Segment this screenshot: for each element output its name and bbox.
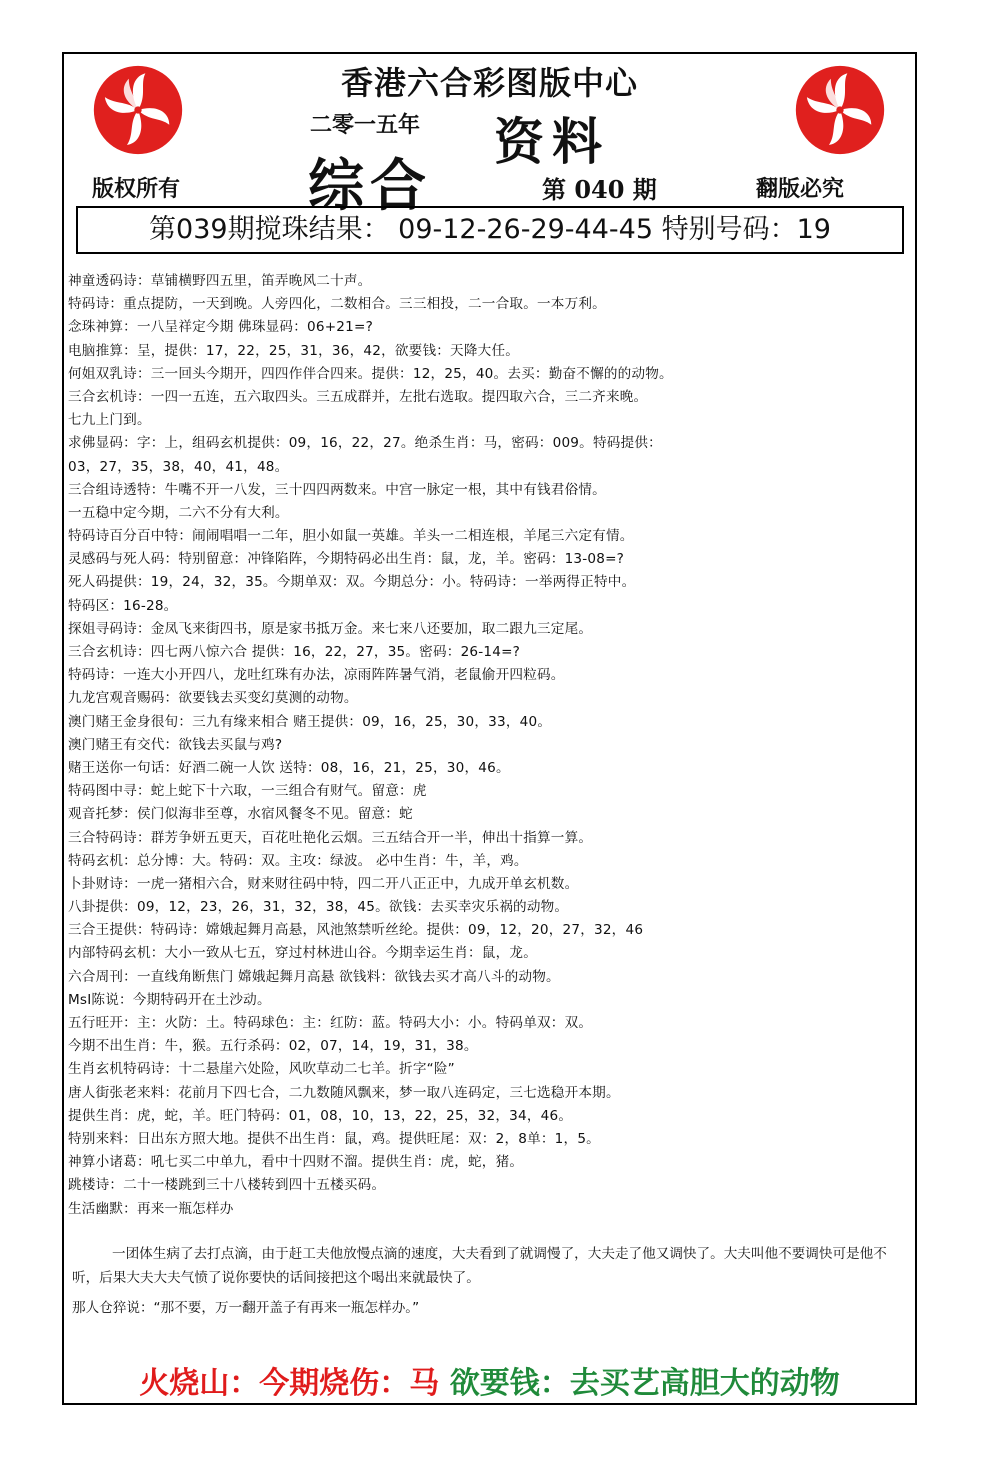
content-line: 特码诗百分百中特：闹闹唱唱一二年，胆小如鼠一英雄。羊头一二相连根，羊尾三六定有情。 (68, 528, 634, 545)
content-line: 三合特码诗：群芳争妍五更天，百花吐艳化云烟。三五结合开一半，伸出十指算一算。 (68, 829, 593, 846)
copyright-label: 版权所有 (92, 176, 181, 202)
poster-frame (62, 52, 917, 1405)
story-paragraph: 一团体生病了去打点滴，由于赶工夫他放慢点滴的速度，大夫看到了就调慢了，大夫走了他又调快了。大夫叫他不要调快可是他不听，后果大夫大夫气愤了说你要快的话间接把这个喝出来就最快了。 (72, 1246, 887, 1286)
content-line: 唐人街张老来料：花前月下四七合，二九数随风飘来，梦一取八连码定，三七选稳开本期。 (68, 1084, 620, 1101)
content-line: 特码区：16-28。 (68, 597, 178, 614)
content-lines (68, 270, 914, 1221)
page-title: 香港六合彩图版中心 (340, 64, 638, 102)
content-line: 死人码提供：19，24，32，35。今期单双：双。今期总分：小。特码诗：一举两得正特中。 (68, 574, 636, 591)
content-line: 六合周刊：一直线角断焦门 嫦娥起舞月高悬 欲钱料：欲钱去买才高八斗的动物。 (68, 968, 560, 985)
content-line: 三合王提供：特码诗：嫦娥起舞月高悬，风池煞禁听丝纶。提供：09，12，20，27，32，46 (68, 922, 644, 939)
content-line: 生肖玄机特码诗：十二悬崖六处险，风吹草动二七羊。折字“险” (68, 1061, 455, 1078)
footer-banner (64, 1358, 915, 1402)
content-line: 澳门赌王有交代：欲钱去买鼠与鸡? (68, 736, 283, 753)
content-line: 灵感码与死人码：特别留意：冲锋陷阵，今期特码必出生肖：鼠，龙，羊。密码：13-08=? (68, 551, 625, 568)
content-line: 跳楼诗：二十一楼跳到三十八楼转到四十五楼买码。 (68, 1177, 386, 1194)
content-line: 观音托梦：侯门似海非至尊，水宿风餐冬不见。留意：蛇 (68, 806, 413, 823)
content-line: 七九上门到。 (68, 412, 151, 429)
content-line: 生活幽默：再来一瓶怎样办 (68, 1200, 234, 1217)
title-big-zonghe: 综合 (308, 153, 432, 219)
content-line: 特码诗：一连大小开四八，龙吐红珠有办法，凉雨阵阵暑气消，老鼠偷开四粒码。 (68, 667, 565, 684)
content-line: 内部特码玄机：大小一致从七五，穿过村林进山谷。今期幸运生肖：鼠，龙。 (68, 945, 537, 962)
content-line: 提供生肖：虎，蛇，羊。旺门特码：01，08，10，13，22，25，32，34，46。 (68, 1107, 573, 1124)
content-line: 特码图中寻：蛇上蛇下十六取，一三组合有财气。留意：虎 (68, 783, 427, 800)
content-line: 念珠神算：一八呈祥定今期 佛珠显码：06+21=? (68, 319, 374, 336)
content-line: 澳门赌王金身很旬：三九有缘来相合 赌王提供：09，16，25，30，33，40。 (68, 713, 552, 730)
content-line: 卜卦财诗：一虎一猪相六合，财来财往码中特，四二开八正正中，九成开单玄机数。 (68, 875, 579, 892)
content-line: MsI陈说：今期特码开在土沙动。 (68, 991, 271, 1008)
content-line: 特码诗：重点提防，一天到晚。人旁四化，二数相合。三三相投，二一合取。一本万利。 (68, 296, 606, 313)
content-line: 三合玄机诗：一四一五连，五六取四头。三五成群并，左批右选取。提四取六合，三二齐来晚。 (68, 388, 648, 405)
content-line: 何姐双乳诗：三一回头今期开，四四作伴合四来。提供：12，25，40。去买：勤奋不懈的的动物。 (68, 365, 673, 382)
content-line: 特别来料：日出东方照大地。提供不出生肖：鼠，鸡。提供旺尾：双：2，8单：1，5。 (68, 1130, 600, 1147)
content-line: 五行旺开：主：火防：土。特码球色：主：红防：蓝。特码大小：小。特码单双：双。 (68, 1015, 593, 1031)
no-reprint-label: 翻版必究 (756, 176, 845, 202)
footer-green-text: 欲要钱：去买艺高胆大的动物 (449, 1366, 840, 1401)
content-line: 神童透码诗：草铺横野四五里，笛弄晚风二十声。 (68, 273, 372, 289)
content-line: 03，27，35，38，40，41，48。 (68, 458, 289, 475)
title-year: 二零一五年 (310, 112, 421, 138)
content-line: 电脑推算：呈，提供：17，22，25，31，36，42，欲要钱：天降大任。 (68, 342, 520, 359)
content-line: 赌王送你一句话：好酒二碗一人饮 送特：08，16，21，25，30，46。 (68, 759, 510, 776)
footer-red-text: 火烧山：今期烧伤：马 (139, 1366, 440, 1401)
content-line: 神算小诸葛：吼七买二中单九，看中十四财不溜。提供生肖：虎，蛇，猪。 (68, 1154, 524, 1171)
draw-result-box: 第039期搅珠结果： 09-12-26-29-44-45 特别号码：19 (76, 206, 904, 254)
content-line: 今期不出生肖：牛，猴。五行杀码：02，07，14，19，31，38。 (68, 1038, 478, 1055)
content-line: 一五稳中定今期，二六不分有大利。 (68, 504, 289, 521)
header (64, 54, 915, 219)
content-line: 探姐寻码诗：金凤飞来街四书，原是家书抵万金。来七来八还要加，取二跟九三定尾。 (68, 620, 593, 637)
content-line: 九龙宫观音赐码：欲要钱去买变幻莫测的动物。 (68, 690, 358, 707)
title-big-ziliao: 资料 (494, 112, 610, 171)
content-line: 求佛显码：字：上，组码玄机提供：09，16，22，27。绝杀生肖：马，密码：009。特码提供： (68, 435, 662, 452)
content-line: 三合玄机诗：四七两八惊六合 提供：16，22，27，35。密码：26-14=? (68, 644, 521, 660)
issue-number: 第 040 期 (542, 175, 657, 204)
content-line: 八卦提供：09，12，23，26，31，32，38，45。欲钱：去买幸灾乐祸的动物。 (68, 899, 569, 916)
story-quote: 那人仓猝说：“那不要，万一翻开盖子有再来一瓶怎样办。” (72, 1300, 420, 1316)
content-line: 三合组诗透特：牛嘴不开一八发，三十四四两数来。中宫一脉定一根，其中有钱君俗情。 (68, 481, 606, 498)
humor-story (72, 1242, 908, 1320)
content-line: 特码玄机：总分博：大。特码：双。主攻：绿波。 必中生肖：牛，羊，鸡。 (68, 852, 528, 869)
